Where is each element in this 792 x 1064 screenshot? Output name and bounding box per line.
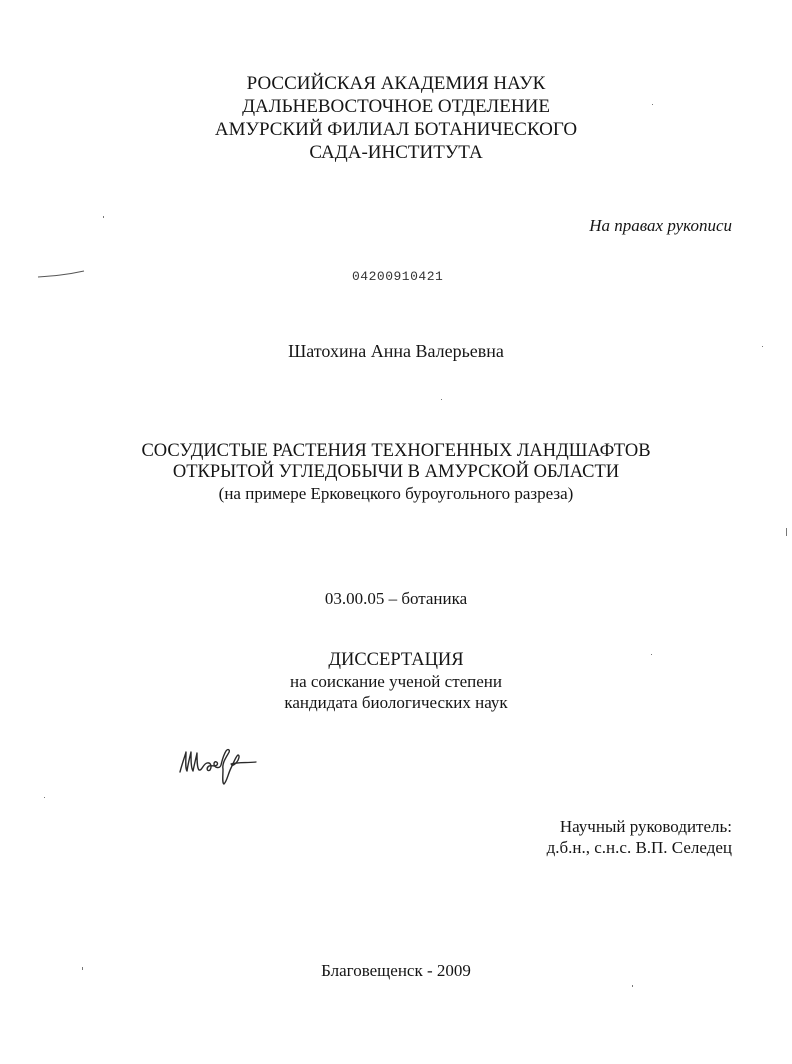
supervisor-name: д.б.н., с.н.с. В.П. Селедец	[546, 838, 732, 857]
dissertation-block	[0, 650, 792, 713]
scan-artifact-line	[36, 268, 88, 280]
signature-image	[176, 738, 266, 788]
supervisor-label: Научный руководитель:	[559, 817, 732, 836]
scan-speck	[652, 104, 653, 105]
title-line-1: СОСУДИСТЫЕ РАСТЕНИЯ ТЕХНОГЕННЫХ ЛАНДШАФТОВ	[141, 441, 651, 461]
org-line-2: ДАЛЬНЕВОСТОЧНОЕ ОТДЕЛЕНИЕ	[242, 96, 550, 117]
catalog-code-stamp: 04200910421	[352, 269, 444, 284]
degree-line-1: на соискание ученой степени	[289, 672, 503, 691]
dissertation-title	[0, 441, 792, 504]
scan-speck	[441, 399, 442, 400]
degree-line-2: кандидата биологических наук	[284, 693, 508, 712]
manuscript-rights-note: На правах рукописи	[589, 216, 732, 235]
scan-speck	[632, 985, 633, 987]
title-subtitle: (на примере Ерковецкого буроугольного разреза)	[218, 484, 574, 503]
organization-header	[0, 72, 792, 164]
scan-speck	[651, 654, 652, 655]
city-year: Благовещенск - 2009	[321, 961, 471, 980]
supervisor-block	[547, 816, 732, 858]
scan-speck	[82, 967, 83, 970]
scan-speck	[103, 216, 104, 218]
scan-speck	[786, 528, 787, 536]
specialty-code: 03.00.05 – ботаника	[324, 589, 468, 608]
org-line-4: САДА-ИНСТИТУТА	[309, 142, 483, 163]
scan-speck	[44, 797, 45, 798]
scan-speck	[762, 346, 763, 347]
org-line-3: АМУРСКИЙ ФИЛИАЛ БОТАНИЧЕСКОГО	[214, 119, 578, 140]
title-line-2: ОТКРЫТОЙ УГЛЕДОБЫЧИ В АМУРСКОЙ ОБЛАСТИ	[172, 462, 620, 482]
dissertation-heading: ДИССЕРТАЦИЯ	[328, 650, 464, 670]
org-line-1: РОССИЙСКАЯ АКАДЕМИЯ НАУК	[246, 73, 546, 94]
author-name: Шатохина Анна Валерьевна	[288, 341, 504, 361]
